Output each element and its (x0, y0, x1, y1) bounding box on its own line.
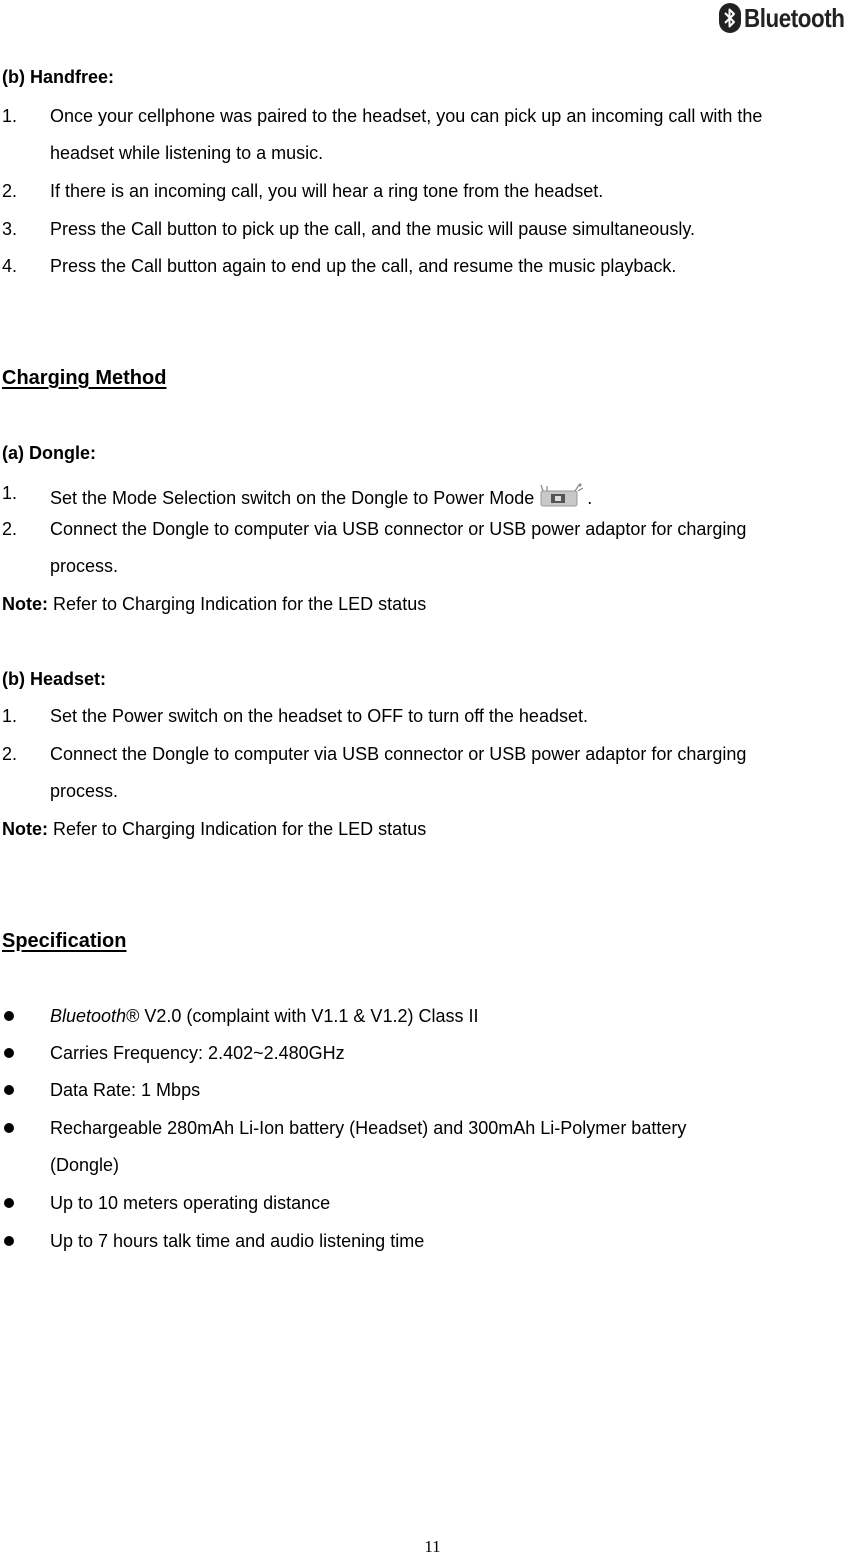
headset-title: (b) Headset: (2, 669, 107, 689)
dongle-step1-text: Set the Mode Selection switch on the Dongle to Power Mode (50, 488, 535, 508)
charging-method-heading: Charging Method (2, 367, 167, 389)
bullet-icon (4, 1048, 14, 1058)
list-item-text: process. (50, 556, 119, 576)
note-text: Refer to Charging Indication for the LED status (48, 819, 427, 839)
list-number: 2. (2, 519, 18, 539)
list-item-text: Press the Call button again to end up the call, and resume the music playback. (50, 256, 677, 276)
bullet-icon (4, 1198, 14, 1208)
list-number: 1. (2, 106, 18, 126)
dongle-step1-period: . (587, 488, 593, 508)
list-item-text: Press the Call button to pick up the call, and the music will pause simultaneously. (50, 219, 695, 239)
list-number: 1. (2, 706, 18, 726)
list-number: 3. (2, 219, 18, 239)
dongle-note (2, 593, 426, 615)
list-item-text: Once your cellphone was paired to the headset, you can pick up an incoming call with the (50, 106, 763, 126)
list-item-text (50, 482, 592, 515)
list-number: 4. (2, 256, 18, 276)
spec-item: Data Rate: 1 Mbps (50, 1080, 201, 1100)
note-text: Refer to Charging Indication for the LED status (48, 594, 427, 614)
list-item-text: process. (50, 781, 119, 801)
bluetooth-logo (719, 2, 861, 34)
list-number: 2. (2, 181, 18, 201)
spec-item: Rechargeable 280mAh Li-Ion battery (Headset) and 300mAh Li-Polymer battery (50, 1118, 687, 1138)
bluetooth-italic: Bluetooth (50, 1006, 127, 1026)
logo-text: Bluetooth (744, 3, 845, 33)
list-item-text: Connect the Dongle to computer via USB connector or USB power adaptor for charging (50, 519, 747, 539)
bullet-icon (4, 1236, 14, 1246)
spec-item: (Dongle) (50, 1155, 120, 1175)
note-label: Note: (2, 594, 48, 614)
dongle-title: (a) Dongle: (2, 443, 96, 463)
power-mode-switch-icon (535, 482, 587, 515)
spec-item: Up to 7 hours talk time and audio listening time (50, 1231, 425, 1251)
specification-heading: Specification (2, 930, 127, 952)
headset-note (2, 818, 426, 840)
bullet-icon (4, 1085, 14, 1095)
spec-item (50, 1005, 478, 1027)
bluetooth-rune-icon (719, 3, 741, 33)
page-number: 11 (424, 1537, 441, 1556)
list-item-text: Connect the Dongle to computer via USB connector or USB power adaptor for charging (50, 744, 747, 764)
note-label: Note: (2, 819, 48, 839)
handfree-title: (b) Handfree: (2, 67, 114, 87)
bullet-icon (4, 1011, 14, 1021)
list-number: 1. (2, 483, 18, 503)
spec-item: Up to 10 meters operating distance (50, 1193, 331, 1213)
spec-item: Carries Frequency: 2.402~2.480GHz (50, 1043, 345, 1063)
list-item-text: Set the Power switch on the headset to OFF to turn off the headset. (50, 706, 588, 726)
list-item-text: If there is an incoming call, you will hear a ring tone from the headset. (50, 181, 604, 201)
bullet-icon (4, 1123, 14, 1133)
list-item-text: headset while listening to a music. (50, 143, 324, 163)
spec-item-text: ® V2.0 (complaint with V1.1 & V1.2) Class II (126, 1006, 479, 1026)
list-number: 2. (2, 744, 18, 764)
